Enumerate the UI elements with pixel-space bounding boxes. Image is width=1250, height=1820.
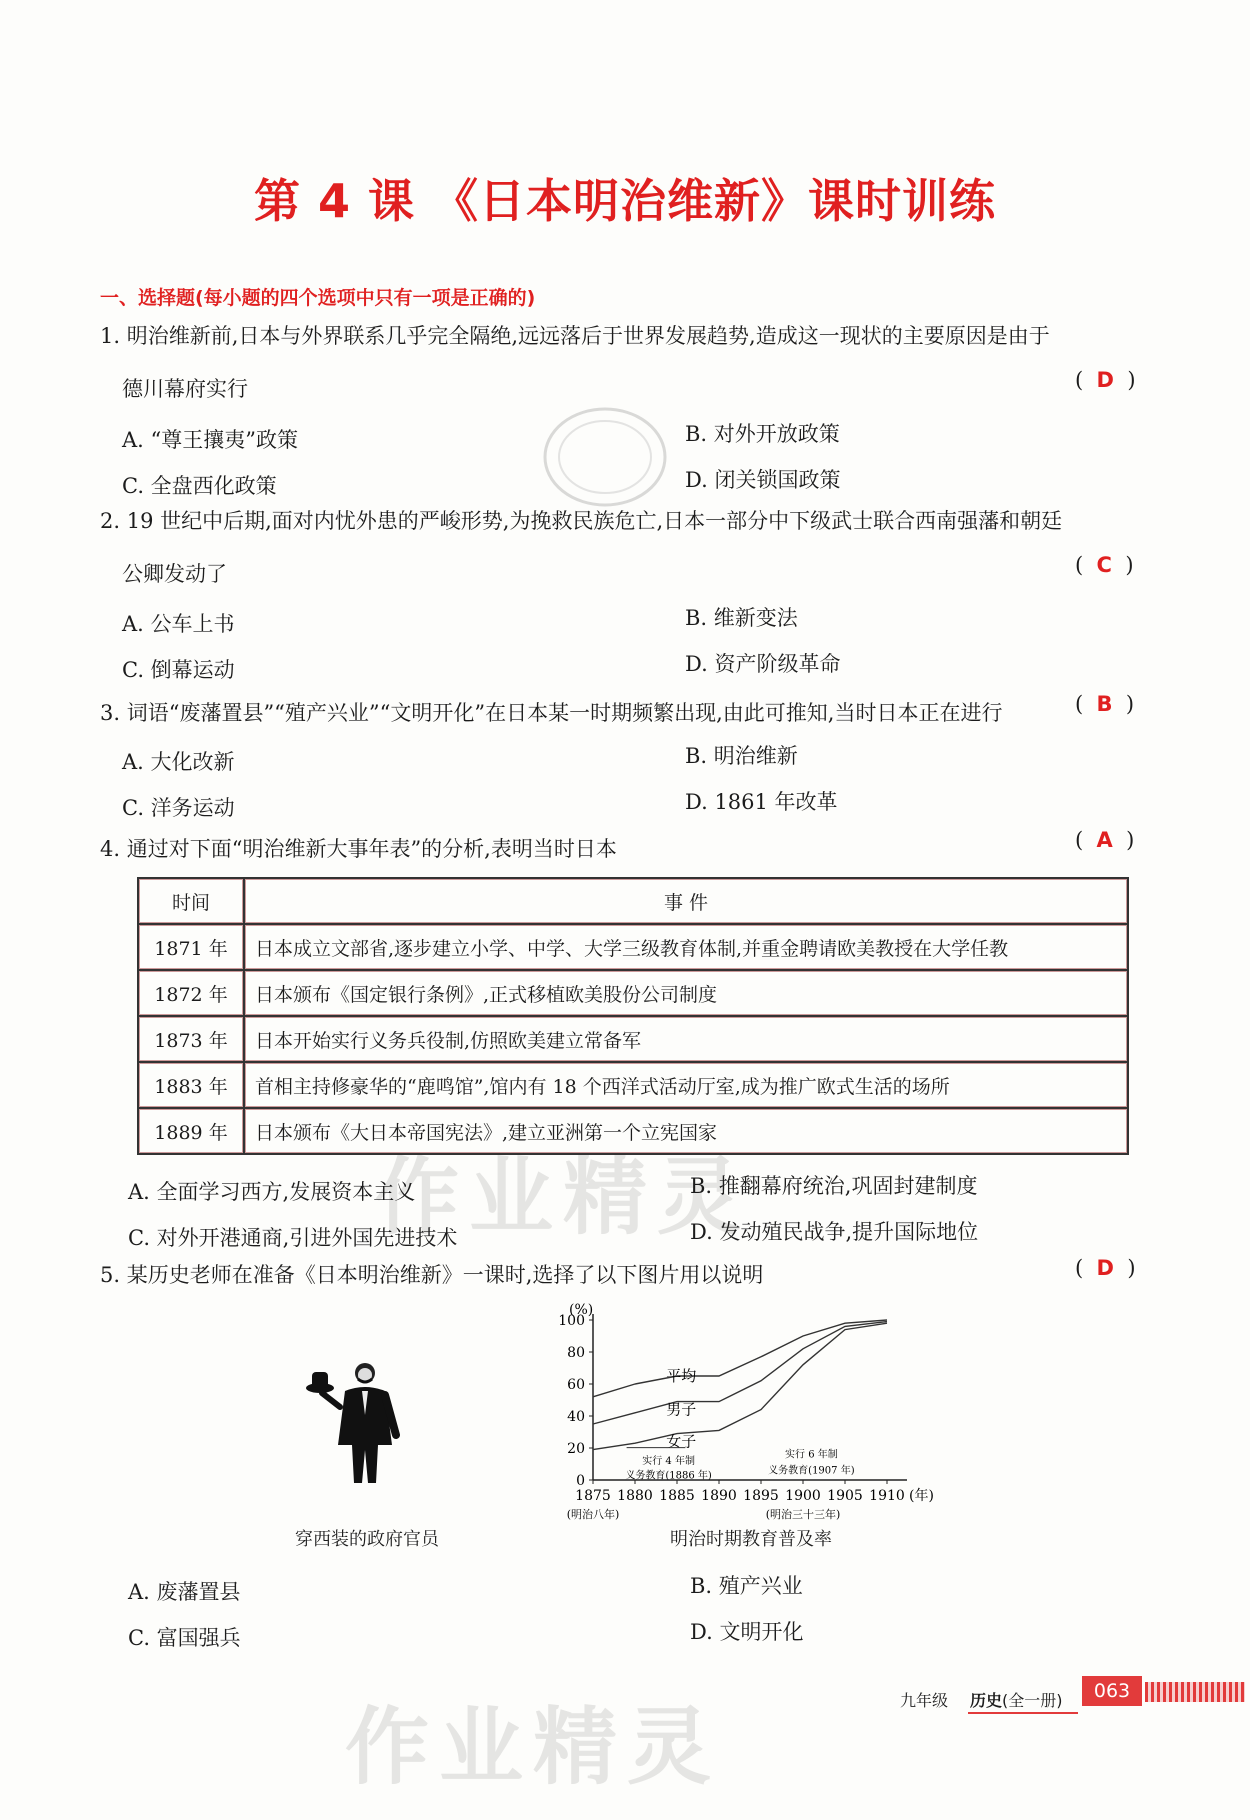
question-2-line1: 2. 19 世纪中后期,面对内忧外患的严峻形势,为挽救民族危亡,日本一部分中下级武士联合西南强藩和朝廷 — [100, 509, 1063, 533]
series-line-2 — [593, 1323, 887, 1449]
q1-option-d: D. 闭关锁国政策 — [685, 468, 841, 492]
q3-option-d: D. 1861 年改革 — [685, 790, 838, 814]
y-tick-label: 20 — [567, 1441, 585, 1457]
q1-option-b: B. 对外开放政策 — [685, 422, 840, 446]
q4-option-c: C. 对外开港通商,引进外国先进技术 — [128, 1226, 458, 1250]
table-row — [138, 1016, 1128, 1062]
table-row — [138, 1062, 1128, 1108]
x-tick-label: 1890 — [701, 1488, 737, 1504]
question-3-line1: 3. 词语“废藩置县”“殖产兴业”“文明开化”在日本某一时期频繁出现,由此可推知,当时日本正在进行 — [100, 701, 1003, 725]
table-cell-year: 1889 年 — [138, 1108, 244, 1154]
answer-bracket-4: ( A ) — [1075, 828, 1135, 852]
question-1-line1: 1. 明治维新前,日本与外界联系几乎完全隔绝,远远落后于世界发展趋势,造成这一现状的主要原因是由于 — [100, 324, 1050, 348]
question-5-line1: 5. 某历史老师在准备《日本明治维新》一课时,选择了以下图片用以说明 — [100, 1263, 764, 1287]
table-cell-event: 日本开始实行义务兵役制,仿照欧美建立常备军 — [244, 1016, 1128, 1062]
answer-5: D — [1096, 1256, 1114, 1280]
page-title: 第 4 课 《日本明治维新》课时训练 — [253, 174, 997, 228]
table-cell-event: 日本颁布《国定银行条例》,正式移植欧美股份公司制度 — [244, 970, 1128, 1016]
q3-option-b: B. 明治维新 — [685, 744, 798, 768]
annotation-text: 实行 6 年制 — [785, 1449, 838, 1461]
question-4-line1: 4. 通过对下面“明治维新大事年表”的分析,表明当时日本 — [100, 837, 617, 861]
q5-option-b: B. 殖产兴业 — [690, 1574, 803, 1598]
table-cell-event: 日本成立文部省,逐步建立小学、中学、大学三级教育体制,并重金聘请欧美教授在大学任教 — [244, 924, 1128, 970]
series-label: 平均 — [666, 1366, 697, 1385]
q2-option-a: A. 公车上书 — [122, 612, 235, 636]
table-row — [138, 1108, 1128, 1154]
y-axis-label: (%) — [569, 1302, 594, 1318]
series-line-0 — [593, 1322, 887, 1424]
q4-option-a: A. 全面学习西方,发展资本主义 — [128, 1180, 416, 1204]
table-header-time: 时间 — [138, 878, 244, 924]
figure-right-caption: 明治时期教育普及率 — [670, 1529, 832, 1550]
x-tick-label: 1895 — [743, 1488, 779, 1504]
q2-option-b: B. 维新变法 — [685, 606, 798, 630]
y-tick-label: 60 — [567, 1377, 585, 1393]
footer-stripe — [1145, 1682, 1245, 1702]
x-tick-label: 1910 — [869, 1488, 905, 1504]
table-cell-year: 1872 年 — [138, 970, 244, 1016]
table-cell-event: 日本颁布《大日本帝国宪法》,建立亚洲第一个立宪国家 — [244, 1108, 1128, 1154]
q4-option-d: D. 发动殖民战争,提升国际地位 — [690, 1220, 979, 1244]
annotation-text: 义务教育(1886 年) — [625, 1470, 712, 1482]
q3-option-c: C. 洋务运动 — [122, 796, 235, 820]
series-label: 男子 — [666, 1400, 697, 1419]
answer-bracket-1: ( D ) — [1075, 368, 1136, 392]
stamp-logo-icon — [540, 405, 670, 510]
q1-option-a: A. “尊王攘夷”政策 — [122, 428, 298, 452]
x-tick-label: 1885 — [659, 1488, 695, 1504]
footer-grade: 九年级 — [900, 1691, 949, 1710]
question-2-line2: 公卿发动了 — [122, 562, 227, 586]
annotation-text: 实行 4 年制 — [642, 1456, 695, 1467]
footer-subject-name: 历史 — [970, 1691, 1003, 1710]
q2-option-c: C. 倒幕运动 — [122, 658, 235, 682]
q4-option-b: B. 推翻幕府统治,巩固封建制度 — [690, 1174, 978, 1198]
events-table — [137, 877, 1129, 1155]
answer-bracket-2: ( C ) — [1075, 553, 1134, 577]
y-tick-label: 0 — [576, 1473, 585, 1489]
x-tick-label: 1905 — [827, 1488, 863, 1504]
answer-bracket-3: ( B ) — [1075, 692, 1135, 716]
x-sublabel: (明治八年) — [566, 1508, 620, 1521]
table-cell-year: 1873 年 — [138, 1016, 244, 1062]
table-cell-event: 首相主持修豪华的“鹿鸣馆”,馆内有 18 个西洋式活动厅室,成为推广欧式生活的场所 — [244, 1062, 1128, 1108]
q5-option-a: A. 废藩置县 — [128, 1580, 241, 1604]
q1-option-c: C. 全盘西化政策 — [122, 474, 277, 498]
q5-option-c: C. 富国强兵 — [128, 1626, 241, 1650]
y-tick-label: 100 — [558, 1313, 585, 1329]
education-rate-chart — [535, 1300, 975, 1535]
footer-volume: (全一册) — [1002, 1691, 1063, 1710]
watermark-mid: 作业精灵 — [375, 1148, 752, 1246]
figure-left-caption: 穿西装的政府官员 — [295, 1529, 439, 1550]
x-tick-label: 1875 — [575, 1488, 611, 1504]
table-row — [138, 970, 1128, 1016]
y-tick-label: 40 — [567, 1409, 585, 1425]
question-1-line2: 德川幕府实行 — [122, 377, 248, 401]
section-heading: 一、选择题(每小题的四个选项中只有一项是正确的) — [100, 287, 536, 309]
y-tick-label: 80 — [567, 1345, 585, 1361]
annotation-text: 义务教育(1907 年) — [768, 1465, 855, 1477]
x-sublabel: (明治三十三年) — [765, 1508, 841, 1521]
series-label: 女子 — [666, 1432, 697, 1451]
q3-option-a: A. 大化改新 — [122, 750, 235, 774]
answer-4: A — [1096, 828, 1113, 852]
answer-1: D — [1096, 368, 1114, 392]
answer-3: B — [1096, 692, 1113, 716]
watermark-bottom: 作业精灵 — [345, 1698, 722, 1796]
table-row — [138, 924, 1128, 970]
q5-option-d: D. 文明开化 — [690, 1620, 804, 1644]
table-header-row — [138, 878, 1128, 924]
page-number: 063 — [1082, 1676, 1142, 1706]
table-cell-year: 1871 年 — [138, 924, 244, 970]
answer-2: C — [1096, 553, 1112, 577]
table-header-event: 事 件 — [244, 878, 1128, 924]
official-in-suit-figure — [300, 1355, 430, 1485]
x-axis-label: (年) — [909, 1488, 934, 1504]
footer-subject — [970, 1688, 1063, 1711]
footer-underline — [968, 1712, 1078, 1714]
answer-bracket-5: ( D ) — [1075, 1256, 1136, 1280]
x-tick-label: 1880 — [617, 1488, 653, 1504]
q2-option-d: D. 资产阶级革命 — [685, 652, 841, 676]
x-tick-label: 1900 — [785, 1488, 821, 1504]
table-cell-year: 1883 年 — [138, 1062, 244, 1108]
